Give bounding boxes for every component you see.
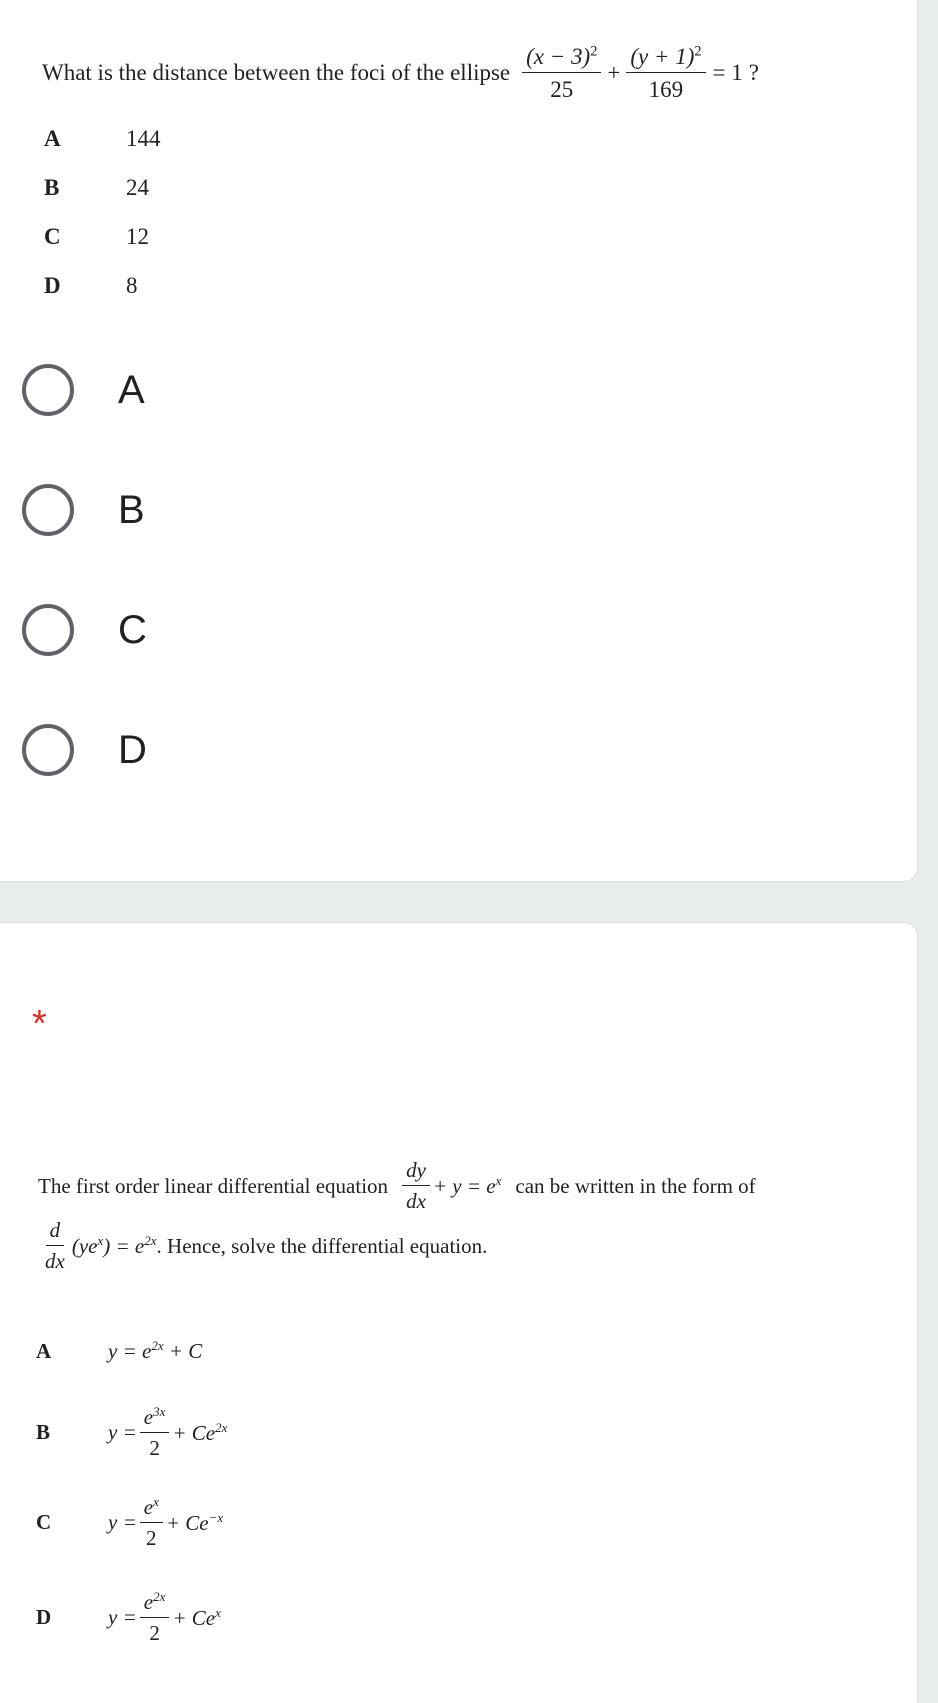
question-2-text-2: can be written in the form of <box>515 1173 756 1198</box>
choice-letter: A <box>36 1338 52 1363</box>
choice-letter: D <box>44 273 61 298</box>
choice-value: 144 <box>126 126 161 151</box>
equals-one: = 1 <box>712 60 743 85</box>
question-mark: ? <box>748 60 759 85</box>
radio-circle-icon[interactable] <box>22 604 74 656</box>
term2-exponent: 2 <box>694 43 702 60</box>
ode-rest <box>433 1173 502 1199</box>
question-card-2 <box>0 922 918 1703</box>
form-derivative <box>41 1219 69 1273</box>
radio-circle-icon[interactable] <box>22 364 74 416</box>
choice-num-exponent: 3x <box>153 1404 166 1419</box>
radio-label: B <box>118 487 145 532</box>
choice-value: 12 <box>126 224 149 249</box>
q2-choice-c <box>36 1495 223 1550</box>
choice-rest-exponent: x <box>215 1604 221 1620</box>
radio-option-d[interactable] <box>22 724 147 776</box>
form-close-text: ) = e <box>103 1234 145 1258</box>
ode-denominator: dx <box>406 1189 426 1213</box>
choice-row-d <box>44 273 138 299</box>
choice-rest: + Ce <box>172 1605 216 1630</box>
form-denominator: dx <box>45 1249 65 1273</box>
choice-letter: B <box>44 175 60 200</box>
choice-num-exponent: x <box>153 1494 159 1509</box>
question-2-text-3: . Hence, solve the differential equation. <box>156 1233 488 1258</box>
choice-rest-exponent: 2x <box>215 1419 228 1435</box>
choice-den: 2 <box>149 1621 160 1646</box>
choice-den: 2 <box>146 1526 157 1551</box>
choice-num-exponent: 2x <box>153 1589 166 1604</box>
form-expression <box>72 1233 157 1259</box>
term2-denominator: 169 <box>648 77 684 102</box>
question-2-stem-line-1 <box>38 1158 756 1214</box>
choice-row-a <box>44 126 161 152</box>
radio-label: D <box>118 727 147 772</box>
radio-label: C <box>118 607 147 652</box>
question-2-stem-line-2 <box>38 1218 487 1274</box>
term1-exponent: 2 <box>590 43 598 60</box>
choice-lhs: y = <box>108 1605 137 1630</box>
ellipse-term-2 <box>626 44 705 103</box>
ode-derivative <box>402 1159 430 1213</box>
ellipse-term-1 <box>522 44 601 103</box>
plus-sign: + <box>607 60 621 85</box>
choice-letter: D <box>36 1605 52 1630</box>
choice-lhs: y = <box>108 1420 137 1445</box>
question-1-stem <box>42 38 759 108</box>
choice-row-c <box>44 224 149 250</box>
term1-denominator: 25 <box>550 77 574 102</box>
form-rhs-exponent: 2x <box>144 1233 157 1248</box>
choice-fraction <box>140 1590 170 1645</box>
form-paren-exponent: x <box>97 1233 104 1248</box>
radio-circle-icon[interactable] <box>22 724 74 776</box>
choice-fraction <box>140 1495 163 1550</box>
choice-lhs: y = e <box>108 1339 152 1363</box>
choice-rest: + C <box>168 1339 203 1363</box>
choice-exponent: 2x <box>151 1338 164 1353</box>
radio-option-b[interactable] <box>22 484 145 536</box>
q2-choice-a <box>36 1338 202 1364</box>
radio-label: A <box>118 367 145 412</box>
ode-exponent: x <box>495 1173 502 1188</box>
term2-numerator: (y + 1) <box>630 43 695 69</box>
choice-num: e <box>143 1590 154 1614</box>
ode-rest-text: + y = e <box>432 1174 496 1198</box>
choice-rest: + Ce <box>172 1420 216 1445</box>
choice-lhs: y = <box>108 1510 137 1535</box>
choice-value: 24 <box>126 175 149 200</box>
choice-letter: C <box>44 224 61 249</box>
choice-rest: + Ce <box>165 1510 209 1535</box>
choice-num: e <box>143 1495 154 1519</box>
choice-letter: C <box>36 1510 52 1535</box>
choice-fraction <box>140 1405 170 1460</box>
term1-numerator: (x − 3) <box>526 43 591 69</box>
radio-circle-icon[interactable] <box>22 484 74 536</box>
choice-letter: A <box>44 126 61 151</box>
choice-letter: B <box>36 1420 51 1445</box>
choice-value: 8 <box>126 273 138 298</box>
choice-den: 2 <box>149 1436 160 1461</box>
ode-numerator: dy <box>402 1159 430 1186</box>
q2-choice-b <box>36 1405 227 1460</box>
choice-num: e <box>143 1405 154 1429</box>
q2-choice-d <box>36 1590 221 1645</box>
radio-option-a[interactable] <box>22 364 145 416</box>
required-indicator: * <box>32 1003 47 1045</box>
question-2-text-1: The first order linear differential equation <box>38 1173 389 1198</box>
choice-row-b <box>44 175 149 201</box>
form-paren-text: (ye <box>71 1234 98 1258</box>
radio-option-c[interactable] <box>22 604 147 656</box>
question-1-text: What is the distance between the foci of the ellipse <box>42 60 511 85</box>
form-numerator: d <box>46 1219 65 1246</box>
choice-rest-exponent: −x <box>208 1509 224 1525</box>
